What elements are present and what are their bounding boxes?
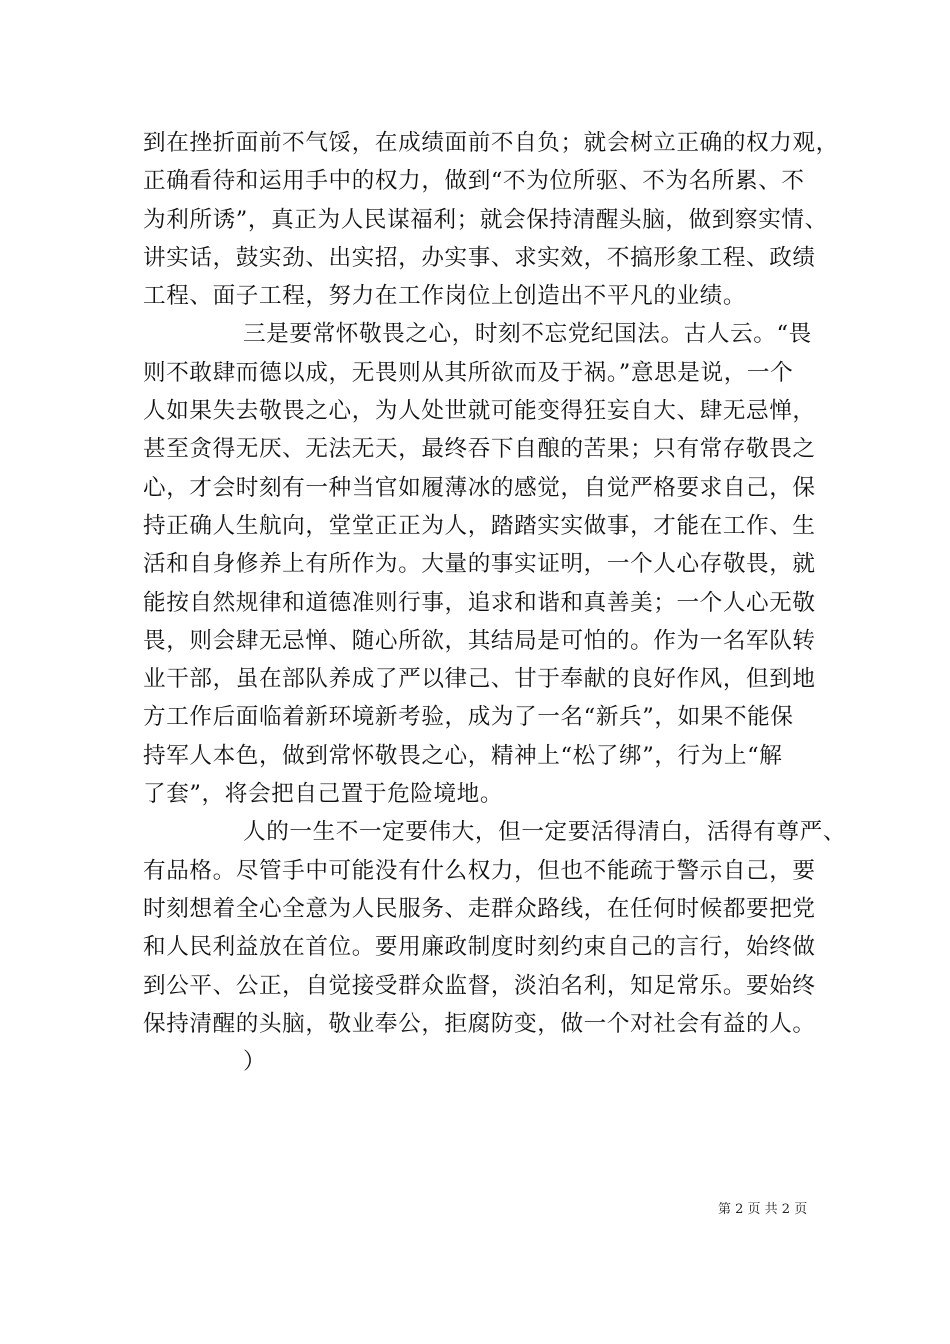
text-line: 人如果失去敬畏之心，为人处世就可能变得狂妄自大、肆无忌惮， xyxy=(143,398,816,425)
text-line: 工程、面子工程，努力在工作岗位上创造出不平凡的业绩。 xyxy=(143,283,747,310)
text-line: 则不敢肆而德以成，无畏则从其所欲而及于祸。”意思是说，一个 xyxy=(143,359,794,386)
text-line: 甚至贪得无厌、无法无天，最终吞下自酿的苦果；只有常存敬畏之 xyxy=(143,436,816,463)
text-line: 正确看待和运用手中的权力，做到“不为位所驱、不为名所累、不 xyxy=(143,168,805,195)
page-number-footer: 第 2 页 共 2 页 xyxy=(718,1202,808,1217)
text-line: 了套”，将会把自己置于危险境地。 xyxy=(143,781,504,808)
document-body xyxy=(143,124,847,1081)
text-line: 畏，则会肆无忌惮、随心所欲，其结局是可怕的。作为一名军队转 xyxy=(143,627,816,654)
text-line: 有品格。尽管手中可能没有什么权力，但也不能疏于警示自己，要 xyxy=(143,857,816,884)
text-line: 时刻想着全心全意为人民服务、走群众路线，在任何时候都要把党 xyxy=(143,895,816,922)
text-line: 讲实话，鼓实劲、出实招，办实事、求实效，不搞形象工程、政绩 xyxy=(143,244,816,271)
paragraph-start-line: 人的一生不一定要伟大，但一定要活得清白，活得有尊严、 xyxy=(243,819,847,846)
text-line: 活和自身修养上有所作为。大量的事实证明，一个人心存敬畏，就 xyxy=(143,551,816,578)
text-line: 能按自然规律和道德准则行事，追求和谐和真善美；一个人心无敬 xyxy=(143,589,816,616)
text-line: 心，才会时刻有一种当官如履薄冰的感觉，自觉严格要求自己，保 xyxy=(143,474,816,501)
text-line: 业干部，虽在部队养成了严以律己、甘于奉献的良好作风，但到地 xyxy=(143,666,816,693)
text-line: 到公平、公正，自觉接受群众监督，淡泊名利，知足常乐。要始终 xyxy=(143,972,816,999)
text-line: 为利所诱”，真正为人民谋福利；就会保持清醒头脑，做到察实情、 xyxy=(143,206,828,233)
closing-parenthesis: ） xyxy=(243,1049,267,1076)
text-line: 到在挫折面前不气馁，在成绩面前不自负；就会树立正确的权力观， xyxy=(143,130,839,156)
paragraph-start-line: 三是要常怀敬畏之心，时刻不忘党纪国法。古人云。“畏 xyxy=(243,321,812,348)
text-line: 持军人本色，做到常怀敬畏之心，精神上“松了绑”，行为上“解 xyxy=(143,742,783,769)
text-line: 持正确人生航向，堂堂正正为人，踏踏实实做事，才能在工作、生 xyxy=(143,512,816,539)
text-line: 方工作后面临着新环境新考验，成为了一名“新兵”，如果不能保 xyxy=(143,704,794,731)
text-line: 保持清醒的头脑，敬业奉公，拒腐防变，做一个对社会有益的人。 xyxy=(143,1010,816,1037)
text-line: 和人民利益放在首位。要用廉政制度时刻约束自己的言行，始终做 xyxy=(143,934,816,961)
